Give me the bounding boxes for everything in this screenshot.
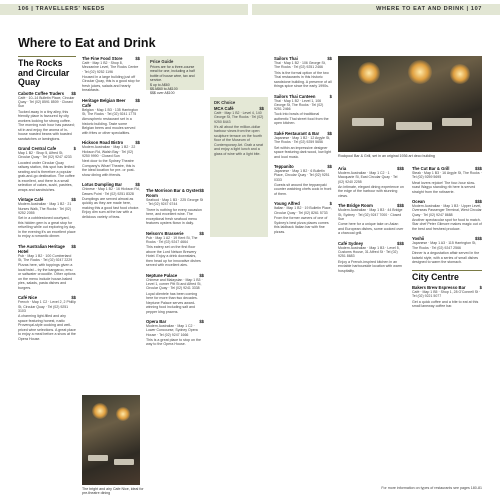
price-band: $$$ <box>397 166 404 171</box>
entry-meta: Café · Map 1 B2 · Shop 8, Mezzanine Level, The Rocks Centre · Tel (02) 9252 1196 <box>82 61 139 74</box>
entry-meta: Seafood · Map 1 B3 · 225 George St · Tel (02) 9247 6744 <box>146 198 204 207</box>
entry-body: Next door to the Sydney Theatre Company's Wharf Theatre, this is the ideal location for pre- or post-show dining with friends. <box>82 159 135 177</box>
entry-meta: Modern Australian · Map 1 B3 · 44 Bridge St, Sydney · Tel (02) 9247 7000 · Closed Sun <box>338 208 403 221</box>
entry-meta: Japanese · Map 1 B2 · 6 Bulletin Place, Circular Quay · Tel (02) 9251 0333 <box>274 169 330 182</box>
price-guide-row: $$$ over A$100 <box>150 91 175 96</box>
photo-caption: Rockpool Bar & Grill, set in an original 1936 art deco building <box>338 154 435 158</box>
page-header <box>0 0 500 20</box>
entry-body: Enjoy a French-inspired kitchen in an enviable harbourside location with warm hospitality. <box>338 259 402 273</box>
restaurant-entry <box>338 241 404 273</box>
restaurant-entry <box>338 166 404 198</box>
restaurant-name: The Australian Heritage Hotel <box>18 243 65 254</box>
restaurant-entry <box>146 231 204 268</box>
entry-body: From the former owners of one of Sydney's best pizza places comes this laidback Italian bar with fine pizzas. <box>274 216 329 234</box>
price-band: $$ <box>135 182 140 188</box>
restaurant-entry <box>274 201 332 234</box>
price-band: $ <box>329 93 332 99</box>
restaurant-entry <box>214 106 264 156</box>
entry-body: Guests sit around the teppanyaki counter watching chefs cook in front of them. <box>274 182 332 196</box>
price-band: $$ <box>327 164 332 170</box>
price-band: $$ <box>135 56 140 61</box>
entry-body: It's all about the million-dollar harbour views from the open sculpture terrace on the fourth floor of the Museum of Contemporary Art. Grab a seat and enjoy a light lunch and a glass of wine with a light bite. <box>214 124 263 156</box>
restaurant-name: Young Alfred <box>274 201 300 207</box>
price-band: $$ <box>199 272 204 278</box>
entry-meta: Modern Australian · Map 1 B3 · Upper Level, Overseas Passenger Terminal, West Circular Quay · Tel (02) 9247 8688 <box>412 204 482 217</box>
entry-list <box>274 56 332 234</box>
entry-meta: Japanese · Map 1 B2 · 12 Argyle St, The Rocks · Tel (02) 9259 5656 <box>274 135 331 145</box>
price-band: $ <box>479 285 482 291</box>
restaurant-name: Teppanito <box>274 164 294 170</box>
price-band: $ <box>329 201 332 207</box>
restaurant-name: The Cut Bar & Grill <box>412 166 450 171</box>
entry-body: Atmospheric restaurant set in a historic building. Taste some Belgian beers and moules served with frites or other specialities. <box>82 117 136 135</box>
restaurant-name: Opera Bar <box>146 319 167 325</box>
restaurant-name: Café Sydney <box>338 240 364 246</box>
entry-meta: French · Map 1 C2 · Level 2, 2 Phillip St, Circular Quay · Tel (02) 9251 3103 <box>18 300 76 313</box>
entry-meta: Café · Map 1 B5 · Shop 1, 28 O'Connell St · Tel (02) 9221 5077 <box>412 290 481 299</box>
price-guide-row: $ up to A$60 <box>150 82 170 87</box>
entry-meta: Steak · Map 1 B3 · 16 Argyle St, The Rocks · Tel (02) 9259 5695 <box>412 171 482 180</box>
price-band: $$ <box>135 97 140 103</box>
restaurant-entry <box>412 236 482 264</box>
price-band: $ <box>73 146 76 152</box>
entry-meta: Modern Australian · Map 1 C2 · 1 Macquarie St, East Circular Quay · Tel (02) 9240 2255 <box>338 171 398 184</box>
restaurant-entry <box>82 56 140 93</box>
entry-body: Pizzas here, with toppings given a local twist – try the kangaroo, emu or saltwater crocodile. Other options on the menu include house-baked pies, salads, pasta dishes and burgers. <box>18 263 76 290</box>
restaurant-name: Lotus Dumpling Bar <box>82 182 123 188</box>
entry-meta: Modern Australian · Map 1 C2 · Lower Concourse, Sydney Opera House · Tel (02) 9247 1666 <box>146 324 198 337</box>
restaurant-name: The Fine Food Store <box>82 56 123 61</box>
lamp-glow <box>116 407 130 421</box>
price-band: $$$ <box>397 240 404 246</box>
price-band: $$ <box>71 243 76 249</box>
lamp-glow <box>450 64 470 84</box>
price-band: $$ <box>199 188 204 193</box>
column-2 <box>82 56 140 224</box>
price-band: $$$ <box>475 199 482 205</box>
table-shape <box>352 118 384 126</box>
entry-list <box>82 56 140 219</box>
column-3 <box>146 188 204 352</box>
table-shape <box>114 459 134 465</box>
restaurant-name: Heritage Belgian Beer Café <box>82 97 126 108</box>
restaurant-entry <box>18 91 76 141</box>
entry-body: Set in a cobblestoned courtyard, this hidden gem is a great stop for refuelling while out exploring by day. In the evening it's an excellent place to enjoy a romantic dinner. <box>18 216 76 239</box>
entry-list <box>214 106 264 156</box>
entry-meta: Map 1 B2 · Shop 5, Alfred St, Circular Quay · Tel (02) 9247 4233 <box>18 151 72 160</box>
entry-body: Dumplings are served almost as quickly as they are made here, making this a good fast food choice. Enjoy dim sum at the bar with a delicious variety of teas. <box>82 196 140 219</box>
entry-body: Tuck into bowls of traditional authentic Thai street food from the open kitchen. <box>274 112 329 126</box>
entry-body: Come here for a unique take on Asian and European dishes, some cooked over a charcoal grill. <box>338 222 404 236</box>
restaurant-photo <box>338 56 482 152</box>
price-guide-title: Price Guide <box>150 59 174 64</box>
cafe-photo <box>82 395 140 485</box>
restaurant-name: Vintage Café <box>18 197 44 203</box>
entry-body: Another spectacular spot for food to match. Star chef Peter Gilmore makes magic out of the best and freshest produce. <box>412 217 482 231</box>
header-right-text: WHERE TO EAT AND DRINK | 107 <box>376 6 482 12</box>
header-left-text: 106 | TRAVELLERS' NEEDS <box>18 6 105 12</box>
photo-caption: The bright and airy Cafe Nice, ideal for pre-theatre dining <box>82 487 144 496</box>
restaurant-entry <box>146 319 204 347</box>
restaurant-entry <box>274 94 332 126</box>
price-band: $$$ <box>475 166 482 171</box>
table-shape <box>88 455 108 461</box>
entry-meta: Modern Australian · Map 1 B2 · 22 Hickson Rd, Walsh Bay · Tel (02) 9250 9990 · Closed Sun <box>82 145 136 159</box>
restaurant-name: Bakers Brew Espresso Bar <box>412 285 466 291</box>
price-guide-row: $$ A$60 to A$100 <box>150 87 178 92</box>
restaurant-entry <box>274 131 332 159</box>
entry-meta: Thai · Map 1 B2 · Level 1, 106 George St, The Rocks · Tel (02) 9251 2466 <box>274 98 324 112</box>
dk-choice-title: DK Choice <box>214 100 236 105</box>
entry-body: Meat lovers rejoice! The four-hour slow-roast Wagyu standing rib here is served straight from the rotisserie. <box>412 180 476 194</box>
entry-body: A charming light-filled and airy space featuring honest, rustic Provençal-style cooking and well-priced wine selections. A great place to enjoy a meal before a show at the Opera House. <box>18 314 76 341</box>
price-band: $$$ <box>397 203 404 209</box>
restaurant-entry <box>18 244 76 291</box>
entry-list <box>412 285 482 309</box>
restaurant-entry <box>82 98 140 136</box>
entry-list <box>412 166 482 265</box>
restaurant-entry <box>146 273 204 314</box>
restaurant-entry <box>146 188 204 226</box>
restaurant-entry <box>338 203 404 235</box>
column-7 <box>412 166 482 314</box>
price-band: $$ <box>71 197 76 203</box>
entry-meta: Café · 10–14 Bulletin Place, Circular Quay · Tel (02) 8591 8509 · Closed Sun <box>18 95 75 109</box>
price-band: $$ <box>71 295 76 301</box>
price-guide-body: Prices are for a three-course meal for one, including a half bottle of house wine, tax and service. <box>150 65 195 83</box>
entry-meta: Italian · Map 1 B2 · 19 Bulletin Place, Circular Quay · Tel (02) 8261 5733 <box>274 206 332 215</box>
entry-body: Dinner is a degustation affair served in the kaiseki style, with a series of small dishes designed to warm the stomach. <box>412 251 480 265</box>
restaurant-name: The Bridge Room <box>338 203 373 209</box>
table-shape <box>442 118 472 126</box>
entry-meta: Japanese · Map 1 A3 · 115 Harrington St, The Rocks · Tel (02) 9247 2566 <box>412 241 477 250</box>
entry-list <box>338 166 404 273</box>
lamp-glow <box>358 62 380 84</box>
entry-meta: Modern Australian · Map 1 B2 · 21 Nurses Walk, The Rocks · Tel (02) 9252 2055 <box>18 202 72 215</box>
restaurant-entry <box>412 199 482 231</box>
entry-body: There is nothing for every occasion here, and excellent wine. The exceptional fresh seafood menu features oysters flown in daily. <box>146 207 202 226</box>
restaurant-name: Ocean <box>412 199 425 205</box>
entry-body: An intimate, elegant dining experience on the edge of the harbour with stunning views. <box>338 184 404 198</box>
restaurant-name: Sailors Thai Canteen <box>274 93 316 99</box>
section-rule <box>18 56 76 57</box>
price-band: $$$ <box>475 236 482 242</box>
restaurant-name: Yoshii <box>412 236 425 242</box>
restaurant-entry <box>18 146 76 192</box>
section-heading: The Rocks and Circular Quay <box>18 58 70 88</box>
price-band: $$ <box>199 230 204 236</box>
restaurant-entry <box>82 140 140 177</box>
footer-note: For more information on types of restaurants see pages 180-81 <box>381 486 482 490</box>
price-band: $$ <box>327 130 332 136</box>
restaurant-entry <box>18 295 76 341</box>
price-band: $$ <box>199 319 204 325</box>
entry-meta: Pub · Map 1 B2 · 100 Cumberland St, The Rocks · Tel (02) 9247 2229 <box>18 253 73 262</box>
entry-body: This is the formal option of the two Thai restaurants in this historic sandstone building. A preserve of all things spice since the early 1990s. <box>274 70 332 89</box>
dk-choice-box <box>210 97 268 237</box>
entry-body: Set within an impressive designer space featuring dark wood, low light and loud music. <box>274 145 332 159</box>
column-6 <box>338 166 404 278</box>
restaurant-entry <box>18 197 76 238</box>
restaurant-entry <box>274 164 332 196</box>
entry-meta: Chinese · Map 1 B2 · 16 Hickson Rd, Dawes Point · Tel (02) 9251 8328 <box>82 187 140 196</box>
restaurant-name: Nelson's Brasserie <box>146 230 184 236</box>
entry-body: Tucked away in a tiny alley, this friendly place is favoured by city workers looking for strong coffee. The morning rush hour has passed; sit in and enjoy the aroma of in-house roasted beans with toasted sandwiches or lamingtons. <box>18 109 75 141</box>
entry-meta: Café · Map 1 B2 · Level 4, 140 George St, The Rocks · Tel (02) 9250 8443 <box>214 111 264 124</box>
restaurant-entry <box>274 56 332 89</box>
restaurant-name: Cabotte Coffee Traders <box>18 90 65 96</box>
entry-name-row <box>146 188 204 198</box>
restaurant-name: Grand Central Cafe <box>18 146 57 152</box>
lamp-glow <box>408 60 432 84</box>
entry-body: Loyal clientele has been coming here for more than two decades. Neptune Palace serves award-winning food including salt and pepper king prawns. <box>146 291 198 314</box>
restaurant-name: MCA Café <box>214 106 234 111</box>
table-shape <box>396 122 432 130</box>
price-band: $$ <box>135 140 140 146</box>
price-band: $$ <box>259 106 264 111</box>
restaurant-name: Café Nice <box>18 295 38 301</box>
price-guide-box <box>146 56 204 96</box>
entry-meta: Pub · Map 1 A2 · 19 Kent St, The Rocks · Tel (02) 9247 4664 <box>146 235 198 244</box>
column-1 <box>18 56 76 346</box>
section-heading: City Centre <box>412 271 459 282</box>
restaurant-entry <box>412 285 482 309</box>
section-rule <box>412 270 482 271</box>
entry-name-row <box>18 244 76 254</box>
entry-body: Get a quick coffee and a bite to eat at this small laneway coffee bar. <box>412 299 479 309</box>
restaurant-name: The Morrison Bar & Oyster Room <box>146 188 200 198</box>
column-5 <box>274 56 332 239</box>
page-title: Where to Eat and Drink <box>18 36 156 50</box>
restaurant-entry <box>412 166 482 194</box>
entry-meta: Belgian · Map 1 B3 · 135 Harrington St, The Rocks · Tel (02) 9241 1775 <box>82 107 139 117</box>
restaurant-name: Sailors Thai <box>274 56 298 61</box>
entry-body: This is a great place to stop on the way to the Opera House. <box>146 337 201 347</box>
price-band: $$ <box>327 56 332 61</box>
entry-body: Housed in a large building just off Circular Quay, this is a good stop for fresh juices, salads and hearty breakfasts. <box>82 74 140 93</box>
entry-body: Located under Circular Quay railway station, this spot has limited seating and is therefore a popular grab-and-go destination. The coffee is excellent, and there is a small selection of cakes, sushi, pastries, wraps and sandwiches. <box>18 160 75 192</box>
entry-meta: Thai · Map 1 B2 · 106 George St, The Rocks · Tel (02) 9251 2466 <box>274 61 326 70</box>
entry-meta: Chinese and Malaysian · Map 1 B3 · Level 1, corner Pitt St and Alfred St, Circular Quay · Tel (02) 9241 3338 <box>146 277 203 291</box>
entry-list <box>18 91 76 341</box>
restaurant-entry <box>82 182 140 219</box>
lamp-glow <box>92 403 108 419</box>
restaurant-name: Neptune Palace <box>146 272 178 278</box>
entry-meta: Modern Australian · Map 1 B3 · Level 5, Customs House, 31 Alfred St · Tel (02) 9251 8683 <box>338 245 400 259</box>
entry-list <box>146 188 204 347</box>
restaurant-name: Aria <box>338 166 347 171</box>
entry-name-row <box>82 98 140 108</box>
entry-body: This eatery set on the first floor above the Lord Nelson Brewery Hotel. Enjoy a drink downstairs, then head up for innovative dishes served with excellent ales. <box>146 245 201 268</box>
price-band: $$ <box>71 90 76 96</box>
restaurant-name: Saké Restaurant & Bar <box>274 130 320 136</box>
restaurant-name: Hickson Road Bistro <box>82 140 124 146</box>
